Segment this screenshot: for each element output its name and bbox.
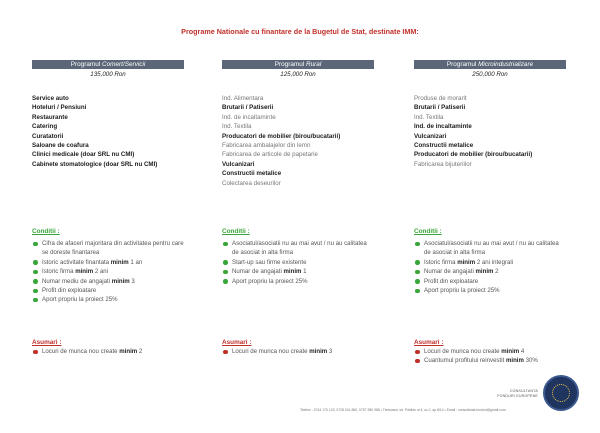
assumptions-heading: Asumari : xyxy=(32,339,62,346)
bullet-item: Start-up sau firme existente xyxy=(222,258,374,267)
fields-list xyxy=(414,94,566,169)
conditions-heading: Conditii : xyxy=(414,228,442,235)
field-item: Ind. de incaltaminte xyxy=(222,113,276,121)
assumptions-heading: Asumari : xyxy=(222,339,252,346)
field-item: Fabricarea de articole de papetarie xyxy=(222,151,318,159)
bullet-item: Cifra de afaceri majoritara din activitatea pentru care se doreste finantarea xyxy=(32,239,184,258)
field-item: Ind. Alimentara xyxy=(222,95,264,102)
bullet-item: Locuri de munca nou create minim 4 xyxy=(414,347,566,356)
field-item: Constructii metalice xyxy=(222,170,282,178)
field-item: Saloane de coafura xyxy=(32,142,89,150)
conditions-list xyxy=(414,239,566,295)
bullet-item: Asociatul/asociatii nu au mai avut / nu au calitatea de asociat in alta firma xyxy=(414,239,566,258)
bullet-item: Aport propriu la proiect 25% xyxy=(222,277,374,286)
bullet-item: Numar de angajati minim 2 xyxy=(414,267,566,276)
field-item: Curatatorii xyxy=(32,132,64,140)
fields-list xyxy=(222,94,374,188)
eu-stars-logo-icon xyxy=(543,375,579,411)
bullet-item: Locuri de munca nou create minim 3 xyxy=(222,347,374,356)
bullet-item: Aport propriu la proiect 25% xyxy=(32,295,184,304)
program-amount: 135,000 Ron xyxy=(90,71,126,78)
bullet-item: Profit din exploatare xyxy=(414,277,566,286)
bullet-item: Asociatul/asociatii nu au mai avut / nu au calitatea de asociat in alta firma xyxy=(222,239,374,258)
assumptions-list xyxy=(222,347,374,356)
bullet-item: Istoric activitate finantata minim 1 an xyxy=(32,258,184,267)
field-item: Catering xyxy=(32,123,58,131)
field-item: Produse de morarit xyxy=(414,95,467,102)
contact-footer: Telefon : 0744 170 123, 0728 041 860, 0757 980 986 • Timisoara, str. Paltinis nr.4, sc.2, ap.8/14 • Email : consultanta.fonduri@gmail.com xyxy=(300,408,506,412)
field-item: Brutarii / Patiserii xyxy=(222,104,274,112)
program-amount: 125,000 Ron xyxy=(280,71,316,78)
program-column-microindustrializare xyxy=(414,60,566,169)
field-item: Colectarea deseurilor xyxy=(222,179,281,187)
bullet-item: Numar de angajati minim 1 xyxy=(222,267,374,276)
bullet-item: Locuri de munca nou create minim 2 xyxy=(32,347,184,356)
program-column-comert xyxy=(32,60,184,169)
program-header: Programul Rural xyxy=(222,60,374,69)
field-item: Ind. de incaltaminte xyxy=(414,123,472,131)
page-title: Programe Nationale cu finantare de la Bugetul de Stat, destinate IMM: xyxy=(181,27,419,36)
field-item: Ind. Textila xyxy=(222,123,252,131)
field-item: Hoteluri / Pensiuni xyxy=(32,104,87,112)
bullet-item: Cuantumul profitului reinvestit minim 30% xyxy=(414,356,566,365)
bullet-item: Profit din exploatare xyxy=(32,286,184,295)
field-item: Fabricarea bijuteriilor xyxy=(414,160,472,168)
bullet-item: Aport propriu la proiect 25% xyxy=(414,286,566,295)
field-item: Cabinete stomatologice (doar SRL nu CMI) xyxy=(32,160,158,168)
fields-list xyxy=(32,94,184,169)
field-item: Restaurante xyxy=(32,113,68,121)
program-amount: 250,000 Ron xyxy=(472,71,508,78)
conditions-heading: Conditii : xyxy=(32,228,60,235)
program-column-rural xyxy=(222,60,374,188)
conditions-list xyxy=(222,239,374,286)
field-item: Constructii metalice xyxy=(414,142,474,150)
field-item: Brutarii / Patiserii xyxy=(414,104,466,112)
program-header: Programul Microindustrializare xyxy=(414,60,566,69)
assumptions-list xyxy=(414,347,566,366)
program-header: Programul Comert/Servicii xyxy=(32,60,184,69)
field-item: Vulcanizari xyxy=(222,160,255,168)
field-item: Fabricarea ambalajelor din lemn xyxy=(222,142,311,150)
assumptions-heading: Asumari : xyxy=(414,339,444,346)
field-item: Vulcanizari xyxy=(414,132,447,140)
field-item: Producatori de mobilier (birou/bucatarii) xyxy=(414,151,533,159)
field-item: Ind. Textila xyxy=(414,113,444,121)
assumptions-list xyxy=(32,347,184,356)
field-item: Clinici medicale (doar SRL nu CMI) xyxy=(32,151,135,159)
conditions-heading: Conditii : xyxy=(222,228,250,235)
bullet-item: Istoric firma minim 2 ani xyxy=(32,267,184,276)
field-item: Producatori de mobilier (birou/bucatarii) xyxy=(222,132,341,140)
bullet-item: Istoric firma minim 2 ani integrali xyxy=(414,258,566,267)
field-item: Service auto xyxy=(32,95,69,102)
bullet-item: Numar mediu de angajati minim 3 xyxy=(32,277,184,286)
conditions-list xyxy=(32,239,184,305)
logo-caption: CONSULTANTA FONDURI EUROPENE xyxy=(497,389,538,398)
